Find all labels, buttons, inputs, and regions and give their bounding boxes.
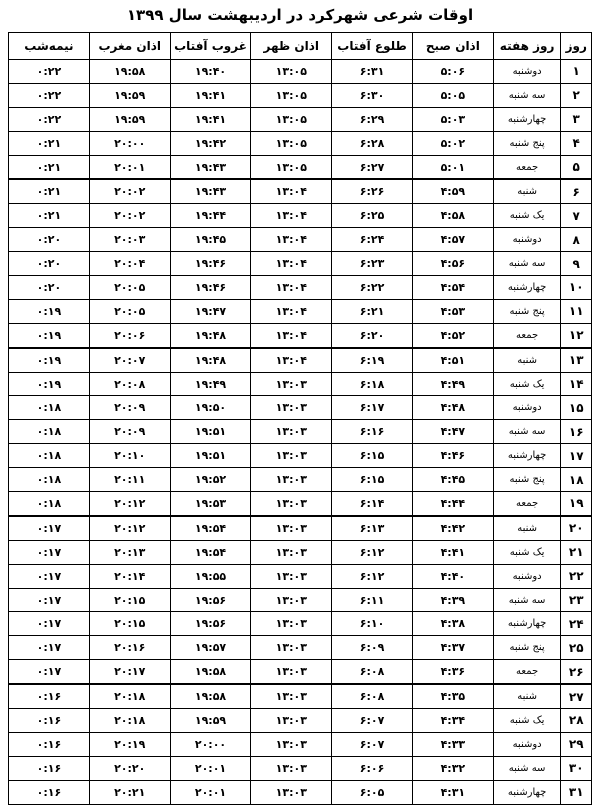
- cell-sunrise: ۶:۲۱: [332, 299, 413, 323]
- table-row: [9, 348, 592, 372]
- cell-dhuhr: ۱۳:۰۳: [251, 396, 332, 420]
- table-row: [9, 756, 592, 780]
- cell-maghrib: ۲۰:۰۲: [89, 179, 170, 203]
- cell-sunset: ۱۹:۵۹: [170, 709, 251, 733]
- table-row: [9, 564, 592, 588]
- header-sunset: غروب آفتاب: [170, 33, 251, 60]
- table-row: [9, 660, 592, 684]
- cell-fajr: ۵:۰۵: [412, 83, 493, 107]
- cell-sunrise: ۶:۲۷: [332, 155, 413, 179]
- page-title: اوقات شرعی شهرکرد در اردیبهشت سال ۱۳۹۹: [126, 6, 474, 24]
- cell-dhuhr: ۱۳:۰۴: [251, 323, 332, 347]
- table-row: [9, 323, 592, 347]
- cell-day: ۲۱: [561, 540, 592, 564]
- cell-midnight: ۰:۱۶: [9, 756, 90, 780]
- cell-sunset: ۱۹:۴۹: [170, 372, 251, 396]
- cell-dhuhr: ۱۳:۰۳: [251, 420, 332, 444]
- cell-midnight: ۰:۲۲: [9, 107, 90, 131]
- cell-maghrib: ۲۰:۰۶: [89, 323, 170, 347]
- cell-sunrise: ۶:۲۳: [332, 252, 413, 276]
- cell-dhuhr: ۱۳:۰۳: [251, 732, 332, 756]
- cell-weekday: چهارشنبه: [493, 444, 561, 468]
- cell-day: ۵: [561, 155, 592, 179]
- cell-sunrise: ۶:۲۶: [332, 179, 413, 203]
- cell-sunset: ۱۹:۵۳: [170, 492, 251, 516]
- cell-weekday: دوشنبه: [493, 732, 561, 756]
- cell-midnight: ۰:۱۸: [9, 444, 90, 468]
- cell-fajr: ۴:۵۲: [412, 323, 493, 347]
- cell-midnight: ۰:۱۸: [9, 396, 90, 420]
- table-row: [9, 83, 592, 107]
- cell-dhuhr: ۱۳:۰۵: [251, 83, 332, 107]
- table-row: [9, 396, 592, 420]
- cell-day: ۲۸: [561, 709, 592, 733]
- cell-day: ۳۰: [561, 756, 592, 780]
- cell-fajr: ۴:۴۶: [412, 444, 493, 468]
- cell-midnight: ۰:۱۸: [9, 468, 90, 492]
- cell-dhuhr: ۱۳:۰۳: [251, 516, 332, 540]
- cell-maghrib: ۲۰:۰۸: [89, 372, 170, 396]
- cell-sunrise: ۶:۱۵: [332, 468, 413, 492]
- cell-day: ۱۷: [561, 444, 592, 468]
- cell-maghrib: ۲۰:۲۰: [89, 756, 170, 780]
- cell-fajr: ۴:۴۲: [412, 516, 493, 540]
- cell-sunset: ۱۹:۴۶: [170, 252, 251, 276]
- cell-midnight: ۰:۲۱: [9, 204, 90, 228]
- cell-day: ۱: [561, 60, 592, 84]
- cell-maghrib: ۲۰:۰۹: [89, 396, 170, 420]
- table-row: [9, 299, 592, 323]
- cell-sunset: ۱۹:۵۶: [170, 588, 251, 612]
- cell-sunset: ۱۹:۴۱: [170, 107, 251, 131]
- cell-sunrise: ۶:۰۶: [332, 756, 413, 780]
- cell-sunset: ۱۹:۴۵: [170, 228, 251, 252]
- cell-midnight: ۰:۲۰: [9, 252, 90, 276]
- cell-weekday: سه شنبه: [493, 756, 561, 780]
- cell-fajr: ۴:۳۷: [412, 636, 493, 660]
- table-body: [9, 60, 592, 805]
- cell-sunrise: ۶:۱۲: [332, 564, 413, 588]
- cell-fajr: ۴:۴۸: [412, 396, 493, 420]
- cell-sunset: ۱۹:۴۸: [170, 323, 251, 347]
- cell-sunset: ۱۹:۵۱: [170, 444, 251, 468]
- cell-weekday: شنبه: [493, 516, 561, 540]
- header-weekday: روز هفته: [493, 33, 561, 60]
- cell-sunrise: ۶:۰۷: [332, 709, 413, 733]
- cell-midnight: ۰:۲۱: [9, 131, 90, 155]
- cell-maghrib: ۲۰:۱۳: [89, 540, 170, 564]
- cell-weekday: جمعه: [493, 323, 561, 347]
- cell-maghrib: ۲۰:۰۰: [89, 131, 170, 155]
- table-row: [9, 588, 592, 612]
- cell-weekday: یک شنبه: [493, 540, 561, 564]
- table-row: [9, 228, 592, 252]
- cell-dhuhr: ۱۳:۰۵: [251, 107, 332, 131]
- cell-fajr: ۵:۰۱: [412, 155, 493, 179]
- cell-fajr: ۴:۵۷: [412, 228, 493, 252]
- cell-maghrib: ۱۹:۵۸: [89, 60, 170, 84]
- cell-midnight: ۰:۱۶: [9, 684, 90, 708]
- cell-weekday: دوشنبه: [493, 396, 561, 420]
- cell-dhuhr: ۱۳:۰۳: [251, 660, 332, 684]
- cell-day: ۲۴: [561, 612, 592, 636]
- cell-sunrise: ۶:۱۸: [332, 372, 413, 396]
- cell-weekday: یک شنبه: [493, 709, 561, 733]
- cell-sunset: ۱۹:۴۲: [170, 131, 251, 155]
- cell-day: ۲۲: [561, 564, 592, 588]
- cell-maghrib: ۲۰:۱۴: [89, 564, 170, 588]
- cell-weekday: چهارشنبه: [493, 107, 561, 131]
- cell-sunset: ۲۰:۰۱: [170, 780, 251, 804]
- cell-weekday: شنبه: [493, 179, 561, 203]
- cell-maghrib: ۲۰:۱۸: [89, 684, 170, 708]
- cell-dhuhr: ۱۳:۰۴: [251, 228, 332, 252]
- cell-midnight: ۰:۱۷: [9, 564, 90, 588]
- cell-midnight: ۰:۲۲: [9, 83, 90, 107]
- cell-dhuhr: ۱۳:۰۳: [251, 492, 332, 516]
- table-row: [9, 444, 592, 468]
- header-maghrib: اذان مغرب: [89, 33, 170, 60]
- cell-fajr: ۴:۵۶: [412, 252, 493, 276]
- cell-midnight: ۰:۱۹: [9, 323, 90, 347]
- table-row: [9, 492, 592, 516]
- cell-sunset: ۱۹:۴۶: [170, 276, 251, 300]
- cell-weekday: شنبه: [493, 684, 561, 708]
- prayer-times-table-wrapper: [8, 32, 592, 805]
- cell-sunset: ۱۹:۵۸: [170, 684, 251, 708]
- cell-sunset: ۱۹:۵۵: [170, 564, 251, 588]
- cell-day: ۱۳: [561, 348, 592, 372]
- cell-day: ۱۵: [561, 396, 592, 420]
- cell-day: ۲۹: [561, 732, 592, 756]
- cell-sunset: ۱۹:۴۸: [170, 348, 251, 372]
- cell-weekday: پنج شنبه: [493, 131, 561, 155]
- cell-midnight: ۰:۱۶: [9, 780, 90, 804]
- cell-midnight: ۰:۱۷: [9, 612, 90, 636]
- cell-midnight: ۰:۱۸: [9, 420, 90, 444]
- cell-maghrib: ۲۰:۱۶: [89, 636, 170, 660]
- cell-sunset: ۱۹:۴۳: [170, 155, 251, 179]
- cell-sunrise: ۶:۰۷: [332, 732, 413, 756]
- header-dhuhr: اذان ظهر: [251, 33, 332, 60]
- cell-day: ۷: [561, 204, 592, 228]
- cell-dhuhr: ۱۳:۰۳: [251, 372, 332, 396]
- cell-midnight: ۰:۱۷: [9, 660, 90, 684]
- table-row: [9, 612, 592, 636]
- cell-dhuhr: ۱۳:۰۳: [251, 709, 332, 733]
- cell-maghrib: ۲۰:۰۳: [89, 228, 170, 252]
- cell-dhuhr: ۱۳:۰۳: [251, 636, 332, 660]
- cell-midnight: ۰:۱۷: [9, 588, 90, 612]
- table-row: [9, 780, 592, 804]
- cell-fajr: ۴:۵۱: [412, 348, 493, 372]
- cell-fajr: ۴:۳۳: [412, 732, 493, 756]
- cell-sunrise: ۶:۲۲: [332, 276, 413, 300]
- table-row: [9, 60, 592, 84]
- cell-midnight: ۰:۲۲: [9, 60, 90, 84]
- table-row: [9, 540, 592, 564]
- cell-day: ۱۲: [561, 323, 592, 347]
- cell-sunrise: ۶:۰۵: [332, 780, 413, 804]
- cell-maghrib: ۲۰:۱۱: [89, 468, 170, 492]
- cell-weekday: جمعه: [493, 660, 561, 684]
- cell-day: ۱۶: [561, 420, 592, 444]
- cell-weekday: یک شنبه: [493, 372, 561, 396]
- cell-maghrib: ۲۰:۱۲: [89, 516, 170, 540]
- header-fajr: اذان صبح: [412, 33, 493, 60]
- cell-maghrib: ۲۰:۰۲: [89, 204, 170, 228]
- cell-sunrise: ۶:۳۱: [332, 60, 413, 84]
- cell-midnight: ۰:۱۹: [9, 348, 90, 372]
- cell-maghrib: ۲۰:۰۵: [89, 299, 170, 323]
- cell-weekday: سه شنبه: [493, 588, 561, 612]
- cell-day: ۸: [561, 228, 592, 252]
- cell-sunset: ۱۹:۵۴: [170, 516, 251, 540]
- cell-midnight: ۰:۲۱: [9, 179, 90, 203]
- cell-dhuhr: ۱۳:۰۳: [251, 780, 332, 804]
- table-row: [9, 420, 592, 444]
- table-row: [9, 468, 592, 492]
- cell-maghrib: ۱۹:۵۹: [89, 83, 170, 107]
- cell-midnight: ۰:۱۷: [9, 516, 90, 540]
- cell-day: ۴: [561, 131, 592, 155]
- table-row: [9, 684, 592, 708]
- cell-midnight: ۰:۱۶: [9, 732, 90, 756]
- cell-maghrib: ۲۰:۱۵: [89, 588, 170, 612]
- cell-sunrise: ۶:۳۰: [332, 83, 413, 107]
- cell-weekday: جمعه: [493, 155, 561, 179]
- cell-fajr: ۴:۴۷: [412, 420, 493, 444]
- cell-sunset: ۱۹:۴۴: [170, 204, 251, 228]
- cell-fajr: ۵:۰۲: [412, 131, 493, 155]
- table-row: [9, 709, 592, 733]
- cell-fajr: ۴:۳۵: [412, 684, 493, 708]
- cell-day: ۲۵: [561, 636, 592, 660]
- cell-midnight: ۰:۱۹: [9, 299, 90, 323]
- cell-sunrise: ۶:۱۷: [332, 396, 413, 420]
- cell-maghrib: ۲۰:۱۰: [89, 444, 170, 468]
- cell-sunset: ۱۹:۵۰: [170, 396, 251, 420]
- cell-fajr: ۴:۵۸: [412, 204, 493, 228]
- cell-sunrise: ۶:۲۸: [332, 131, 413, 155]
- cell-midnight: ۰:۲۱: [9, 155, 90, 179]
- cell-weekday: شنبه: [493, 348, 561, 372]
- cell-dhuhr: ۱۳:۰۳: [251, 468, 332, 492]
- cell-sunrise: ۶:۰۹: [332, 636, 413, 660]
- cell-midnight: ۰:۱۷: [9, 540, 90, 564]
- cell-day: ۳: [561, 107, 592, 131]
- cell-sunrise: ۶:۱۴: [332, 492, 413, 516]
- cell-fajr: ۴:۳۸: [412, 612, 493, 636]
- cell-day: ۹: [561, 252, 592, 276]
- table-row: [9, 276, 592, 300]
- table-row: [9, 636, 592, 660]
- cell-weekday: چهارشنبه: [493, 276, 561, 300]
- cell-maghrib: ۲۰:۱۷: [89, 660, 170, 684]
- table-row: [9, 179, 592, 203]
- table-row: [9, 204, 592, 228]
- cell-weekday: سه شنبه: [493, 252, 561, 276]
- cell-fajr: ۴:۳۹: [412, 588, 493, 612]
- cell-weekday: پنج شنبه: [493, 468, 561, 492]
- cell-weekday: جمعه: [493, 492, 561, 516]
- cell-maghrib: ۲۰:۰۹: [89, 420, 170, 444]
- cell-maghrib: ۲۰:۱۲: [89, 492, 170, 516]
- cell-dhuhr: ۱۳:۰۳: [251, 444, 332, 468]
- cell-dhuhr: ۱۳:۰۳: [251, 588, 332, 612]
- cell-sunrise: ۶:۱۰: [332, 612, 413, 636]
- cell-weekday: یک شنبه: [493, 204, 561, 228]
- cell-sunset: ۱۹:۵۱: [170, 420, 251, 444]
- header-sunrise: طلوع آفتاب: [332, 33, 413, 60]
- cell-midnight: ۰:۲۰: [9, 228, 90, 252]
- cell-fajr: ۴:۳۴: [412, 709, 493, 733]
- cell-dhuhr: ۱۳:۰۵: [251, 60, 332, 84]
- cell-maghrib: ۲۰:۱۹: [89, 732, 170, 756]
- cell-sunrise: ۶:۰۸: [332, 660, 413, 684]
- cell-dhuhr: ۱۳:۰۵: [251, 131, 332, 155]
- cell-sunrise: ۶:۱۱: [332, 588, 413, 612]
- cell-sunset: ۲۰:۰۰: [170, 732, 251, 756]
- cell-weekday: پنج شنبه: [493, 299, 561, 323]
- cell-sunset: ۱۹:۵۲: [170, 468, 251, 492]
- cell-day: ۲۰: [561, 516, 592, 540]
- cell-maghrib: ۲۰:۰۷: [89, 348, 170, 372]
- cell-sunset: ۱۹:۵۶: [170, 612, 251, 636]
- cell-dhuhr: ۱۳:۰۴: [251, 204, 332, 228]
- cell-maghrib: ۱۹:۵۹: [89, 107, 170, 131]
- cell-sunrise: ۶:۱۲: [332, 540, 413, 564]
- cell-fajr: ۴:۴۹: [412, 372, 493, 396]
- cell-fajr: ۴:۳۶: [412, 660, 493, 684]
- cell-midnight: ۰:۲۰: [9, 276, 90, 300]
- cell-fajr: ۴:۵۳: [412, 299, 493, 323]
- cell-sunrise: ۶:۱۵: [332, 444, 413, 468]
- prayer-times-table: [8, 32, 592, 805]
- cell-maghrib: ۲۰:۰۴: [89, 252, 170, 276]
- cell-weekday: پنج شنبه: [493, 636, 561, 660]
- cell-dhuhr: ۱۳:۰۳: [251, 756, 332, 780]
- cell-day: ۲: [561, 83, 592, 107]
- cell-midnight: ۰:۱۷: [9, 636, 90, 660]
- cell-dhuhr: ۱۳:۰۳: [251, 684, 332, 708]
- cell-dhuhr: ۱۳:۰۴: [251, 276, 332, 300]
- cell-sunrise: ۶:۲۰: [332, 323, 413, 347]
- cell-weekday: دوشنبه: [493, 564, 561, 588]
- table-header-row: [9, 33, 592, 60]
- cell-dhuhr: ۱۳:۰۵: [251, 155, 332, 179]
- cell-sunset: ۱۹:۴۳: [170, 179, 251, 203]
- cell-sunset: ۱۹:۵۷: [170, 636, 251, 660]
- header-midnight: نیمه‌شب: [9, 33, 90, 60]
- cell-sunset: ۲۰:۰۱: [170, 756, 251, 780]
- cell-maghrib: ۲۰:۰۱: [89, 155, 170, 179]
- cell-dhuhr: ۱۳:۰۴: [251, 348, 332, 372]
- cell-fajr: ۴:۴۰: [412, 564, 493, 588]
- cell-weekday: سه شنبه: [493, 420, 561, 444]
- cell-dhuhr: ۱۳:۰۴: [251, 299, 332, 323]
- cell-dhuhr: ۱۳:۰۴: [251, 179, 332, 203]
- cell-sunrise: ۶:۲۵: [332, 204, 413, 228]
- cell-sunrise: ۶:۰۸: [332, 684, 413, 708]
- cell-day: ۲۶: [561, 660, 592, 684]
- cell-sunrise: ۶:۲۴: [332, 228, 413, 252]
- cell-fajr: ۴:۴۵: [412, 468, 493, 492]
- cell-dhuhr: ۱۳:۰۳: [251, 540, 332, 564]
- cell-maghrib: ۲۰:۱۸: [89, 709, 170, 733]
- cell-fajr: ۴:۴۱: [412, 540, 493, 564]
- cell-maghrib: ۲۰:۰۵: [89, 276, 170, 300]
- cell-midnight: ۰:۱۶: [9, 709, 90, 733]
- table-row: [9, 252, 592, 276]
- table-row: [9, 131, 592, 155]
- cell-sunset: ۱۹:۴۰: [170, 60, 251, 84]
- cell-sunrise: ۶:۱۳: [332, 516, 413, 540]
- cell-midnight: ۰:۱۹: [9, 372, 90, 396]
- cell-sunrise: ۶:۱۹: [332, 348, 413, 372]
- cell-weekday: سه شنبه: [493, 83, 561, 107]
- cell-midnight: ۰:۱۸: [9, 492, 90, 516]
- cell-sunset: ۱۹:۴۱: [170, 83, 251, 107]
- table-row: [9, 155, 592, 179]
- cell-day: ۱۱: [561, 299, 592, 323]
- cell-day: ۳۱: [561, 780, 592, 804]
- cell-weekday: چهارشنبه: [493, 612, 561, 636]
- table-row: [9, 516, 592, 540]
- cell-dhuhr: ۱۳:۰۳: [251, 612, 332, 636]
- cell-sunset: ۱۹:۵۴: [170, 540, 251, 564]
- cell-dhuhr: ۱۳:۰۴: [251, 252, 332, 276]
- cell-fajr: ۴:۳۲: [412, 756, 493, 780]
- cell-fajr: ۴:۳۱: [412, 780, 493, 804]
- cell-sunset: ۱۹:۵۸: [170, 660, 251, 684]
- cell-day: ۱۸: [561, 468, 592, 492]
- cell-sunset: ۱۹:۴۷: [170, 299, 251, 323]
- cell-day: ۲۷: [561, 684, 592, 708]
- table-row: [9, 732, 592, 756]
- cell-weekday: دوشنبه: [493, 60, 561, 84]
- header-day: روز: [561, 33, 592, 60]
- cell-sunrise: ۶:۲۹: [332, 107, 413, 131]
- table-row: [9, 107, 592, 131]
- cell-sunrise: ۶:۱۶: [332, 420, 413, 444]
- cell-maghrib: ۲۰:۱۵: [89, 612, 170, 636]
- cell-day: ۶: [561, 179, 592, 203]
- cell-day: ۱۴: [561, 372, 592, 396]
- cell-weekday: چهارشنبه: [493, 780, 561, 804]
- cell-day: ۱۹: [561, 492, 592, 516]
- cell-fajr: ۴:۵۹: [412, 179, 493, 203]
- cell-day: ۱۰: [561, 276, 592, 300]
- table-row: [9, 372, 592, 396]
- cell-fajr: ۴:۴۴: [412, 492, 493, 516]
- cell-fajr: ۵:۰۳: [412, 107, 493, 131]
- cell-day: ۲۳: [561, 588, 592, 612]
- cell-fajr: ۵:۰۶: [412, 60, 493, 84]
- cell-fajr: ۴:۵۴: [412, 276, 493, 300]
- cell-weekday: دوشنبه: [493, 228, 561, 252]
- cell-maghrib: ۲۰:۲۱: [89, 780, 170, 804]
- cell-dhuhr: ۱۳:۰۳: [251, 564, 332, 588]
